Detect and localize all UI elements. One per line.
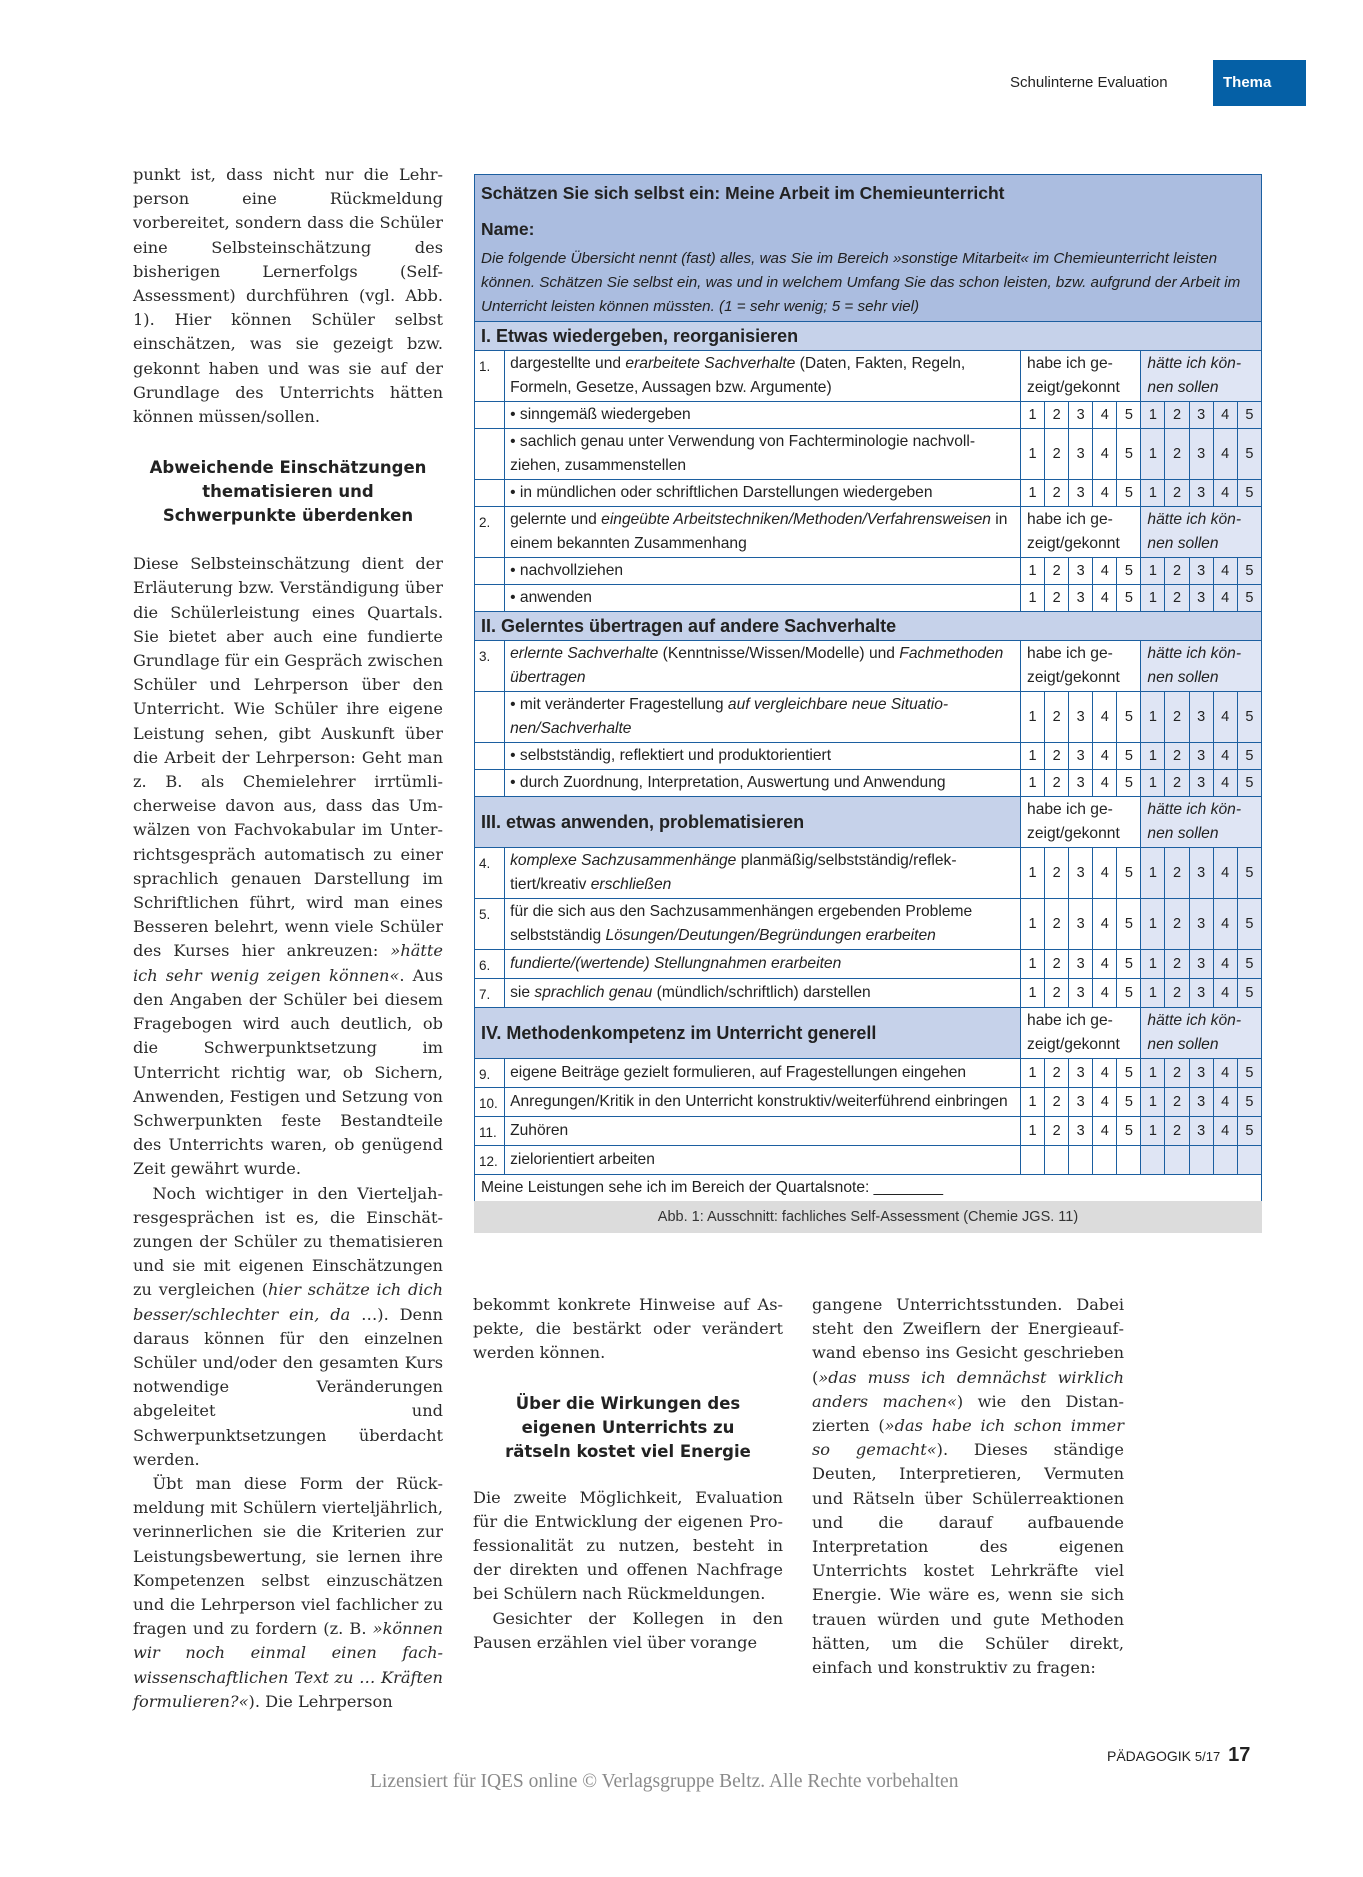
table-row [475,641,1262,692]
rating-should-cell[interactable]: 3 [1189,480,1213,507]
rating-should-cell[interactable]: 5 [1237,950,1261,979]
table-row [475,1117,1262,1146]
item-text: • mit veränderter Fragestellung auf vergleichbare neue Situationen/Sachverhalte [505,692,1021,743]
item-number: 10. [475,1088,505,1117]
rating-shown-cell[interactable]: 5 [1117,899,1141,950]
rating-shown-cell[interactable] [1117,1146,1141,1175]
item-number: 4. [475,848,505,899]
section-heading: II. Gelerntes übertragen auf andere Sachverhalte [475,612,1262,641]
item-text: gelernte und eingeübte Arbeitstechniken/Methoden/Verfahrensweisen in einem bekannten Zusammenhang [505,507,1021,558]
rating-should-cell[interactable]: 4 [1213,979,1237,1008]
rating-shown-cell[interactable]: 5 [1117,480,1141,507]
section-title: Schulinterne Evaluation [1010,74,1168,91]
rating-should-cell[interactable]: 1 [1141,770,1165,797]
paragraph: Noch wichtiger in den Vierteljahresgesprächen ist es, die Einschätzungen der Schüler zu thematisieren und sie mit eigenen Einschätzungen zu vergleichen (hier schätze ich dich besser/schlechter ein, da …). Denn daraus können für den einzelnen Schüler und/oder den gesamten Kurs notwendige Veränderungen abgeleitet und Schwerpunktsetzungen überdacht werden. [133,1183,443,1469]
rating-shown-cell[interactable]: 2 [1045,429,1069,480]
rating-should-cell[interactable]: 1 [1141,1117,1165,1146]
rating-shown-cell[interactable]: 3 [1069,848,1093,899]
rating-should-cell[interactable]: 1 [1141,692,1165,743]
rating-should-cell[interactable]: 3 [1189,585,1213,612]
rating-shown-cell[interactable]: 5 [1117,402,1141,429]
rating-shown-cell[interactable]: 1 [1021,480,1045,507]
rating-shown-cell[interactable]: 2 [1045,558,1069,585]
table-row [475,848,1262,899]
rating-should-cell[interactable]: 4 [1213,429,1237,480]
rating-shown-cell[interactable] [1045,1146,1069,1175]
item-text: komplexe Sachzusammenhänge planmäßig/selbstständig/reflektiert/kreativ erschließen [505,848,1021,899]
license-notice: Lizensiert für IQES online © Verlagsgruppe Beltz. Alle Rechte vorbehalten [370,1771,959,1792]
left-column [133,163,443,1714]
rating-should-cell[interactable]: 4 [1213,848,1237,899]
column-header-should: hätte ich können sollen [1141,507,1262,558]
rating-shown-cell[interactable]: 4 [1093,692,1117,743]
rating-should-cell[interactable]: 2 [1165,743,1189,770]
rating-shown-cell[interactable]: 2 [1045,848,1069,899]
rating-shown-cell[interactable]: 4 [1093,480,1117,507]
rating-shown-cell[interactable]: 1 [1021,1088,1045,1117]
rating-shown-cell[interactable]: 3 [1069,692,1093,743]
rating-shown-cell[interactable]: 3 [1069,743,1093,770]
rating-shown-cell[interactable] [1093,1146,1117,1175]
table-row [475,1059,1262,1088]
rating-shown-cell[interactable]: 5 [1117,1117,1141,1146]
subheading: Über die Wirkungen des eigenen Unterrichts zu rätseln kostet viel Energie [505,1393,751,1461]
rating-shown-cell[interactable]: 4 [1093,848,1117,899]
rating-should-cell[interactable]: 3 [1189,743,1213,770]
rating-should-cell[interactable]: 5 [1237,848,1261,899]
rating-shown-cell[interactable]: 2 [1045,1117,1069,1146]
rating-should-cell[interactable]: 1 [1141,402,1165,429]
rating-shown-cell[interactable]: 1 [1021,585,1045,612]
rating-should-cell[interactable]: 2 [1165,558,1189,585]
section-heading: I. Etwas wiedergeben, reorganisieren [475,322,1262,351]
rating-should-cell[interactable]: 3 [1189,429,1213,480]
rating-shown-cell[interactable]: 1 [1021,402,1045,429]
column-header-should: hätte ich können sollen [1141,641,1262,692]
name-field[interactable]: Name: [475,211,1262,247]
rating-should-cell[interactable]: 3 [1189,770,1213,797]
form-intro: Die folgende Übersicht nennt (fast) alles, was Sie im Bereich »sonstige Mitarbeit« im Chemieunterricht leisten können. Schätzen Sie selbst ein, was und in welchem Umfang Sie das schon leisten, bzw. aufgrund der Arbeit im Unterricht leisten können müssten. (1 = sehr wenig; 5 = sehr viel) [475,247,1262,322]
rating-should-cell[interactable]: 2 [1165,979,1189,1008]
rating-should-cell[interactable]: 2 [1165,402,1189,429]
rating-shown-cell[interactable]: 3 [1069,429,1093,480]
rating-shown-cell[interactable]: 2 [1045,692,1069,743]
subheading: Abweichende Einschätzungen thematisieren und Schwerpunkte überdenken [149,458,427,526]
item-text: • sinngemäß wiedergeben [505,402,1021,429]
item-number: 7. [475,979,505,1008]
table-row [475,351,1262,402]
item-number [475,585,505,612]
rating-shown-cell[interactable]: 5 [1117,558,1141,585]
rating-shown-cell[interactable]: 5 [1117,950,1141,979]
rating-shown-cell[interactable]: 2 [1045,899,1069,950]
item-text: zielorientiert arbeiten [505,1146,1021,1175]
rating-should-cell[interactable]: 4 [1213,402,1237,429]
column-header-shown: habe ich gezeigt/gekonnt [1021,641,1141,692]
rating-should-cell[interactable]: 4 [1213,1117,1237,1146]
rating-shown-cell[interactable]: 1 [1021,692,1045,743]
rating-shown-cell[interactable]: 1 [1021,770,1045,797]
rating-should-cell[interactable]: 1 [1141,848,1165,899]
rating-shown-cell[interactable]: 4 [1093,429,1117,480]
section-row [475,1008,1262,1059]
rating-should-cell[interactable]: 2 [1165,1117,1189,1146]
rating-should-cell[interactable]: 1 [1141,480,1165,507]
rating-should-cell[interactable]: 4 [1213,480,1237,507]
rating-should-cell[interactable]: 4 [1213,1059,1237,1088]
table-row [475,899,1262,950]
rating-shown-cell[interactable]: 3 [1069,585,1093,612]
rating-should-cell[interactable]: 3 [1189,848,1213,899]
item-text: Zuhören [505,1117,1021,1146]
rating-shown-cell[interactable]: 3 [1069,1117,1093,1146]
table-row [475,1088,1262,1117]
section-heading: IV. Methodenkompetenz im Unterricht generell [475,1008,1021,1059]
item-text: • durch Zuordnung, Interpretation, Auswertung und Anwendung [505,770,1021,797]
rating-shown-cell[interactable]: 1 [1021,899,1045,950]
rating-shown-cell[interactable]: 5 [1117,429,1141,480]
table-row [475,950,1262,979]
item-text: dargestellte und erarbeitete Sachverhalte (Daten, Fakten, Regeln, Formeln, Gesetze, Aussagen bzw. Argumente) [505,351,1021,402]
rating-should-cell[interactable]: 2 [1165,585,1189,612]
paragraph: Die zweite Möglichkeit, Evaluation für die Entwicklung der eigenen Professionalität zu nutzen, besteht in der direkten und offenen Nachfrage bei Schülern nach Rückmeldungen. [473,1487,783,1604]
table-row [475,507,1262,558]
rating-should-cell[interactable]: 5 [1237,558,1261,585]
paragraph: Übt man diese Form der Rückmeldung mit Schülern vierteljährlich, verinnerlichen sie die Kriterien zur Leistungsbewertung, sie lernen ihre Kompetenzen selbst einzuschätzen und die Lehrperson viel fachlicher zu fragen und zu fordern (z. B. »können wir noch einmal einen fachwissenschaftlichen Text zu … Kräften formulieren?«). Die Lehrperson [133,1473,443,1711]
rating-should-cell[interactable]: 1 [1141,950,1165,979]
item-text: erlernte Sachverhalte (Kenntnisse/Wissen/Modelle) und Fachmethoden übertragen [505,641,1021,692]
rating-shown-cell[interactable]: 4 [1093,770,1117,797]
table-row [475,1146,1262,1175]
page-number: 17 [1228,1744,1251,1766]
rating-shown-cell[interactable]: 4 [1093,979,1117,1008]
rating-shown-cell[interactable]: 1 [1021,558,1045,585]
middle-column [473,1293,783,1655]
right-column [812,1293,1124,1680]
rating-should-cell[interactable]: 3 [1189,979,1213,1008]
rating-should-cell[interactable]: 3 [1189,899,1213,950]
paragraph: Gesichter der Kollegen in den Pausen erzählen viel über vorange [473,1608,783,1652]
item-number [475,558,505,585]
table-row [475,480,1262,507]
rating-should-cell[interactable]: 2 [1165,899,1189,950]
rating-should-cell[interactable]: 3 [1189,1059,1213,1088]
rating-should-cell[interactable]: 5 [1237,402,1261,429]
rating-should-cell[interactable]: 1 [1141,1088,1165,1117]
rating-should-cell[interactable]: 2 [1165,770,1189,797]
rating-should-cell[interactable]: 3 [1189,1117,1213,1146]
item-text: • anwenden [505,585,1021,612]
rating-should-cell[interactable] [1189,1146,1213,1175]
rating-shown-cell[interactable]: 1 [1021,979,1045,1008]
table-row [475,558,1262,585]
rating-should-cell[interactable]: 4 [1213,743,1237,770]
item-text: sie sprachlich genau (mündlich/schriftlich) darstellen [505,979,1021,1008]
rating-should-cell[interactable]: 1 [1141,979,1165,1008]
column-header-shown: habe ich gezeigt/gekonnt [1021,797,1141,848]
rating-should-cell[interactable]: 2 [1165,1088,1189,1117]
item-text: Anregungen/Kritik in den Unterricht konstruktiv/weiterführend einbringen [505,1088,1021,1117]
rating-should-cell[interactable] [1237,1146,1261,1175]
form-title: Schätzen Sie sich selbst ein: Meine Arbeit im Chemieunterricht [475,175,1262,212]
rating-shown-cell[interactable]: 5 [1117,585,1141,612]
item-number: 1. [475,351,505,402]
rating-should-cell[interactable]: 1 [1141,585,1165,612]
rating-shown-cell[interactable] [1021,1146,1045,1175]
issue-number: 5/17 [1194,1749,1221,1764]
rating-should-cell[interactable]: 1 [1141,743,1165,770]
item-text: • nachvollziehen [505,558,1021,585]
rating-shown-cell[interactable]: 4 [1093,1088,1117,1117]
rating-should-cell[interactable]: 4 [1213,899,1237,950]
item-text: • in mündlichen oder schriftlichen Darstellungen wiedergeben [505,480,1021,507]
rating-should-cell[interactable]: 3 [1189,692,1213,743]
column-header-shown: habe ich gezeigt/gekonnt [1021,507,1141,558]
column-header-should: hätte ich können sollen [1141,797,1262,848]
table-row [475,692,1262,743]
item-text: für die sich aus den Sachzusammenhängen ergebenden Probleme selbstständig Lösungen/Deutungen/Begründungen erarbeiten [505,899,1021,950]
item-number [475,770,505,797]
rating-should-cell[interactable]: 2 [1165,848,1189,899]
rating-should-cell[interactable]: 2 [1165,429,1189,480]
paragraph: bekommt konkrete Hinweise auf Aspekte, die bestärkt oder verändert werden können. [473,1295,783,1363]
rating-should-cell[interactable]: 4 [1213,558,1237,585]
rating-shown-cell[interactable]: 5 [1117,692,1141,743]
rating-shown-cell[interactable]: 3 [1069,480,1093,507]
section-row [475,797,1262,848]
item-number [475,480,505,507]
rating-shown-cell[interactable]: 2 [1045,585,1069,612]
item-number: 12. [475,1146,505,1175]
rating-shown-cell[interactable] [1069,1146,1093,1175]
rating-shown-cell[interactable]: 3 [1069,899,1093,950]
magazine-name: PÄDAGOGIK [1107,1748,1192,1764]
rating-should-cell[interactable]: 4 [1213,770,1237,797]
paragraph: gangene Unterrichtsstunden. Dabei steht den Zweiflern der Energieaufwand ebenso ins Gesicht geschrieben (»das muss ich demnächst wirklich anders machen«) wie den Distanzierten (»das habe ich schon immer so gemacht«). Dieses ständige Deuten, Interpretieren, Vermuten und Rätseln über Schülerreaktionen und die darauf aufbauende Interpretation des eigenen Unterrichts kostet Lehrkräfte viel Energie. Wie wäre es, wenn sie sich trauen würden und gute Methoden hätten, um die Schüler direkt, einfach und konstruktiv zu fragen: [812,1295,1124,1678]
rating-shown-cell[interactable]: 2 [1045,950,1069,979]
rating-should-cell[interactable]: 2 [1165,950,1189,979]
rating-shown-cell[interactable]: 3 [1069,402,1093,429]
rating-shown-cell[interactable]: 3 [1069,770,1093,797]
column-header-shown: habe ich gezeigt/gekonnt [1021,1008,1141,1059]
rating-shown-cell[interactable]: 2 [1045,743,1069,770]
topic-tag: Thema [1213,60,1306,106]
rating-should-cell[interactable]: 5 [1237,429,1261,480]
rating-should-cell[interactable]: 1 [1141,429,1165,480]
rating-shown-cell[interactable]: 2 [1045,402,1069,429]
rating-should-cell[interactable]: 1 [1141,1059,1165,1088]
item-number: 5. [475,899,505,950]
rating-should-cell[interactable] [1165,1146,1189,1175]
item-text: • sachlich genau unter Verwendung von Fachterminologie nachvollziehen, zusammenstellen [505,429,1021,480]
rating-shown-cell[interactable]: 2 [1045,979,1069,1008]
table-row [475,979,1262,1008]
rating-shown-cell[interactable]: 1 [1021,1117,1045,1146]
rating-shown-cell[interactable]: 5 [1117,1088,1141,1117]
section-heading: III. etwas anwenden, problematisieren [475,797,1021,848]
rating-should-cell[interactable] [1141,1146,1165,1175]
rating-should-cell[interactable]: 5 [1237,979,1261,1008]
rating-should-cell[interactable]: 5 [1237,1088,1261,1117]
self-assessment-figure [474,174,1262,1233]
rating-should-cell[interactable]: 3 [1189,558,1213,585]
rating-should-cell[interactable]: 2 [1165,480,1189,507]
rating-should-cell[interactable]: 4 [1213,692,1237,743]
table-row [475,585,1262,612]
table-row [475,770,1262,797]
item-number: 9. [475,1059,505,1088]
rating-should-cell[interactable]: 3 [1189,950,1213,979]
rating-shown-cell[interactable]: 2 [1045,480,1069,507]
rating-shown-cell[interactable]: 3 [1069,979,1093,1008]
rating-should-cell[interactable]: 4 [1213,585,1237,612]
rating-shown-cell[interactable]: 4 [1093,585,1117,612]
rating-shown-cell[interactable]: 3 [1069,558,1093,585]
item-number [475,402,505,429]
rating-should-cell[interactable]: 1 [1141,899,1165,950]
rating-should-cell[interactable]: 3 [1189,1088,1213,1117]
item-number [475,429,505,480]
rating-shown-cell[interactable]: 4 [1093,743,1117,770]
rating-shown-cell[interactable]: 1 [1021,950,1045,979]
rating-shown-cell[interactable]: 4 [1093,899,1117,950]
item-text: eigene Beiträge gezielt formulieren, auf Fragestellungen eingehen [505,1059,1021,1088]
rating-shown-cell[interactable]: 5 [1117,743,1141,770]
table-row [475,429,1262,480]
item-number [475,692,505,743]
column-header-should: hätte ich können sollen [1141,351,1262,402]
rating-should-cell[interactable]: 1 [1141,558,1165,585]
paragraph: Diese Selbsteinschätzung dient der Erläuterung bzw. Verständigung über die Schülerleistung eines Quartals. Sie bietet aber auch eine fundierte Grundlage für ein Gespräch zwischen Schüler und Lehrperson über den Unterricht. Wie Schüler ihre eigene Leistung sehen, gibt Auskunft über die Arbeit der Lehrperson: Geht man z. B. als Chemielehrer irrtümlicherweise davon aus, dass das Umwälzen von Fachvokabular im Unterrichtsgespräch automatisch zu einer sprachlich genauen Darstellung im Schriftlichen führt, wird man eines Besseren belehrt, wenn viele Schüler des Kurses hier ankreuzen: »hätte ich sehr wenig zeigen können«. Aus den Angaben der Schüler bei diesem Fragebogen wird auch deutlich, ob die Schwerpunktsetzung im Unterricht richtig war, ob Sichern, Anwenden, Festigen und Setzung von Schwerpunkten feste Bestandteile des Unterrichts waren, ob genügend Zeit gewährt wurde. [133,554,443,1179]
rating-shown-cell[interactable]: 3 [1069,1088,1093,1117]
rating-should-cell[interactable]: 4 [1213,1088,1237,1117]
rating-shown-cell[interactable]: 2 [1045,1059,1069,1088]
grade-estimate-field[interactable]: Meine Leistungen sehe ich im Bereich der Quartalsnote: ________ [475,1175,1262,1202]
rating-should-cell[interactable]: 2 [1165,1059,1189,1088]
rating-shown-cell[interactable]: 4 [1093,402,1117,429]
rating-shown-cell[interactable]: 1 [1021,743,1045,770]
rating-shown-cell[interactable]: 5 [1117,979,1141,1008]
rating-should-cell[interactable]: 5 [1237,585,1261,612]
magazine-footer [1107,1744,1250,1767]
rating-shown-cell[interactable]: 4 [1093,950,1117,979]
rating-shown-cell[interactable]: 2 [1045,770,1069,797]
rating-shown-cell[interactable]: 4 [1093,1059,1117,1088]
rating-should-cell[interactable]: 5 [1237,692,1261,743]
rating-should-cell[interactable]: 3 [1189,402,1213,429]
rating-shown-cell[interactable]: 4 [1093,558,1117,585]
rating-shown-cell[interactable]: 5 [1117,1059,1141,1088]
figure-caption: Abb. 1: Ausschnitt: fachliches Self-Assessment (Chemie JGS. 11) [474,1201,1262,1233]
item-number: 2. [475,507,505,558]
rating-shown-cell[interactable]: 1 [1021,1059,1045,1088]
item-number: 3. [475,641,505,692]
rating-shown-cell[interactable]: 4 [1093,1117,1117,1146]
paragraph: punkt ist, dass nicht nur die Lehrperson eine Rückmeldung vorbereitet, sondern dass die Schüler eine Selbsteinschätzung des bisherigen Lernerfolgs (Self-Assessment) durchführen (vgl. Abb. 1). Hier können Schüler selbst einschätzen, was sie gezeigt bzw. gekonnt haben und was sie auf der Grundlage des Unterrichts hätten können müssen/sollen. [133,165,443,427]
rating-should-cell[interactable]: 5 [1237,1117,1261,1146]
rating-should-cell[interactable]: 4 [1213,950,1237,979]
self-assessment-table [474,174,1262,1201]
rating-should-cell[interactable]: 5 [1237,1059,1261,1088]
column-header-shown: habe ich gezeigt/gekonnt [1021,351,1141,402]
rating-should-cell[interactable]: 2 [1165,692,1189,743]
item-text: • selbstständig, reflektiert und produktorientiert [505,743,1021,770]
column-header-should: hätte ich können sollen [1141,1008,1262,1059]
rating-shown-cell[interactable]: 2 [1045,1088,1069,1117]
rating-should-cell[interactable]: 5 [1237,480,1261,507]
item-text: fundierte/(wertende) Stellungnahmen erarbeiten [505,950,1021,979]
table-row [475,743,1262,770]
item-number: 6. [475,950,505,979]
rating-should-cell[interactable]: 5 [1237,743,1261,770]
rating-shown-cell[interactable]: 5 [1117,770,1141,797]
rating-should-cell[interactable]: 5 [1237,770,1261,797]
item-number: 11. [475,1117,505,1146]
table-row [475,402,1262,429]
rating-should-cell[interactable] [1213,1146,1237,1175]
rating-shown-cell[interactable]: 1 [1021,429,1045,480]
rating-should-cell[interactable]: 5 [1237,899,1261,950]
rating-shown-cell[interactable]: 1 [1021,848,1045,899]
rating-shown-cell[interactable]: 3 [1069,1059,1093,1088]
rating-shown-cell[interactable]: 3 [1069,950,1093,979]
rating-shown-cell[interactable]: 5 [1117,848,1141,899]
item-number [475,743,505,770]
